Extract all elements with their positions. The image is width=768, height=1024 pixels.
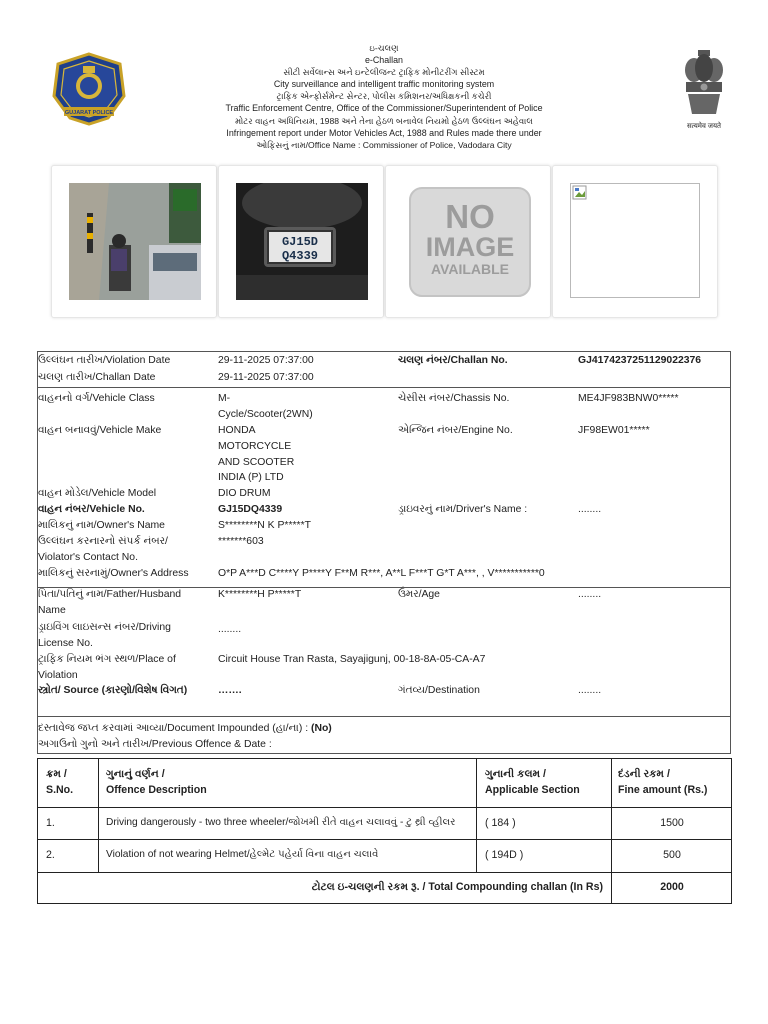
contact-label: ઉલ્લંઘન કરનારનો સંપર્ક નંબર/ Violator's Contact No. <box>38 536 168 563</box>
plate-text-line2: Q4339 <box>281 249 319 263</box>
number-plate-photo <box>236 183 368 300</box>
challan-date-value: 29-11-2025 07:37:00 <box>218 372 314 383</box>
vehicle-model-label: વાહન મોડેલ/Vehicle Model <box>38 488 157 499</box>
engine-label: એન્જિન નંબર/Engine No. <box>398 425 513 436</box>
challan-no-label: ચલણ નંબર/Challan No. <box>398 355 508 366</box>
violation-date-label: ઉલ્લંઘન તારીખ/Violation Date <box>38 355 171 366</box>
no-image-placeholder <box>408 186 532 298</box>
emblem-caption: सत्यमेव जयते <box>686 123 722 130</box>
impounded-value: (No) <box>310 723 332 734</box>
destination-label: ગંતવ્ય/Destination <box>398 685 480 696</box>
photo-card-scene <box>51 165 217 318</box>
header-office-name: ઓફિસનું નામ/Office Name : Commissioner of Police, Vadodara City <box>256 139 512 150</box>
total-label: ટોટલ ઇ-ચલણની રકમ રૂ. / Total Compounding challan (In Rs) <box>311 881 603 893</box>
no-image-text-2: IMAGE <box>425 232 515 262</box>
header-fine-amount: દંડની રકમ / Fine amount (Rs.) <box>618 768 708 796</box>
header-title-gujarati: ઇ-ચલણ <box>369 43 399 53</box>
vehicle-model-value: DIO DRUM <box>218 488 271 499</box>
offence-row-2-fine: 500 <box>663 849 681 861</box>
challan-date-label: ચલણ તારીખ/Challan Date <box>38 372 156 383</box>
owner-address-label: માલિકનું સરનામું/Owner's Address <box>38 568 189 579</box>
offence-row-1-fine: 1500 <box>660 817 684 829</box>
owner-address-value: O*P A***D C****Y P****Y F**M R***, A**L F***T G*T A***, , V***********0 <box>218 568 545 579</box>
offence-row-2-section: ( 194D ) <box>485 849 524 861</box>
header-sno: ક્રમ / S.No. <box>46 768 74 796</box>
impounded-label: દસ્તાવેજ જપ્ત કરવામાં આવ્યા/Document Impounded (હા/ના) : <box>38 723 309 734</box>
header-offence-description: ગુનાનું વર્ણન / Offence Description <box>106 768 207 796</box>
header-applicable-section: ગુનાની કલમ / Applicable Section <box>485 768 580 796</box>
contact-value: *******603 <box>218 536 264 547</box>
plate-text-line1: GJ15D <box>281 235 319 249</box>
place-value: Circuit House Tran Rasta, Sayajigunj, 00-18-8A-05-CA-A7 <box>218 654 486 665</box>
total-value: 2000 <box>660 881 684 893</box>
challan-no-value: GJ4174237251129022376 <box>578 355 702 366</box>
source-value: ……. <box>218 685 242 696</box>
photo-card-plate <box>218 165 384 318</box>
photo-card-no-image <box>385 165 551 318</box>
engine-value: JF98EW01***** <box>578 425 650 436</box>
chassis-value: ME4JF983BNW0***** <box>578 393 679 404</box>
no-image-text-1: NO <box>445 198 495 235</box>
driver-name-value: ........ <box>578 504 602 515</box>
offence-row-1-sno: 1. <box>46 817 55 829</box>
header-centre-gujarati: ટ્રાફિક એન્ફોર્સમેન્ટ સેન્ટર, પોલીસ કમિશનર/અધિક્ષકની કચેરી <box>276 91 492 102</box>
vehicle-make-label: વાહન બનાવવું/Vehicle Make <box>38 425 162 436</box>
driver-name-label: ડ્રાઇવરનું નામ/Driver's Name : <box>398 504 528 515</box>
document-impounded <box>38 721 332 737</box>
age-label: ઉંમર/Age <box>398 589 440 600</box>
police-logo-text: GUJARAT POLICE <box>64 110 114 116</box>
offence-table <box>37 758 732 904</box>
header-centre: Traffic Enforcement Centre, Office of the Commissioner/Superintendent of Police <box>225 103 543 114</box>
age-value: ........ <box>578 589 602 600</box>
header-system: City surveillance and intelligent traffic monitoring system <box>273 79 495 90</box>
header-title: e-Challan <box>365 55 403 66</box>
place-label: ટ્રાફિક નિયમ ભંગ સ્થળ/Place of Violation <box>38 654 176 681</box>
license-value: ........ <box>218 624 242 635</box>
vehicle-no-value: GJ15DQ4339 <box>218 504 283 515</box>
challan-details-table <box>37 351 731 754</box>
header-act-gujarati: મોટર વાહન અધિનિયમ, 1988 અને તેના હેઠળ બનાવેલ નિયમો હેઠળ ઉલ્લંઘન અહેવાલ <box>235 115 533 126</box>
challan-header <box>200 42 568 151</box>
owner-name-label: માલિકનું નામ/Owner's Name <box>38 520 165 531</box>
vehicle-no-label: વાહન નંબર/Vehicle No. <box>38 504 145 515</box>
national-emblem <box>680 48 728 130</box>
photo-card-broken <box>552 165 718 318</box>
source-label: સ્ત્રોત/ Source (કારણો/વિશેષ વિગત) <box>38 685 188 696</box>
father-label: પિતા/પતિનું નામ/Father/Husband Name <box>38 589 182 616</box>
destination-value: ........ <box>578 685 602 696</box>
broken-image <box>570 183 700 298</box>
no-image-text-3: AVAILABLE <box>430 261 510 277</box>
previous-offence-label: અગાઉનો ગુનો અને તારીખ/Previous Offence & Date : <box>38 739 272 750</box>
vehicle-class-value: M-Cycle/Scooter(2WN) <box>218 393 313 420</box>
owner-name-value: S********N K P*****T <box>218 520 311 531</box>
header-act: Infringement report under Motor Vehicles Act, 1988 and Rules made there under <box>226 127 542 138</box>
header-system-gujarati: સીટી સર્વેલાન્સ અને ઇન્ટેલીજન્ટ ટ્રાફિક મોનીટરીંગ સીસ્ટમ <box>283 67 485 78</box>
vehicle-class-label: વાહનનો વર્ગ/Vehicle Class <box>38 393 155 404</box>
vehicle-make-value: HONDA MOTORCYCLE AND SCOOTER INDIA (P) LTD <box>218 425 295 484</box>
offence-row-1-section: ( 184 ) <box>485 817 516 829</box>
broken-image-icon <box>572 185 588 201</box>
gujarat-police-logo <box>50 52 128 126</box>
license-label: ડ્રાઇવિંગ લાઇસન્સ નંબર/Driving License No. <box>38 622 171 649</box>
offence-row-2-desc: Violation of not wearing Helmet/હેલ્મેટ પહેર્યા વિના વાહન ચલાવે <box>106 849 379 860</box>
violation-photo <box>69 183 201 300</box>
father-value: K********H P*****T <box>218 589 302 600</box>
offence-row-1-desc: Driving dangerously - two three wheeler/જોખમી રીતે વાહન ચલાવવું - ટુ થ્રી વ્હીલર <box>106 817 456 828</box>
offence-row-2-sno: 2. <box>46 849 55 861</box>
chassis-label: ચેસીસ નંબર/Chassis No. <box>398 393 510 404</box>
violation-date-value: 29-11-2025 07:37:00 <box>218 355 314 366</box>
